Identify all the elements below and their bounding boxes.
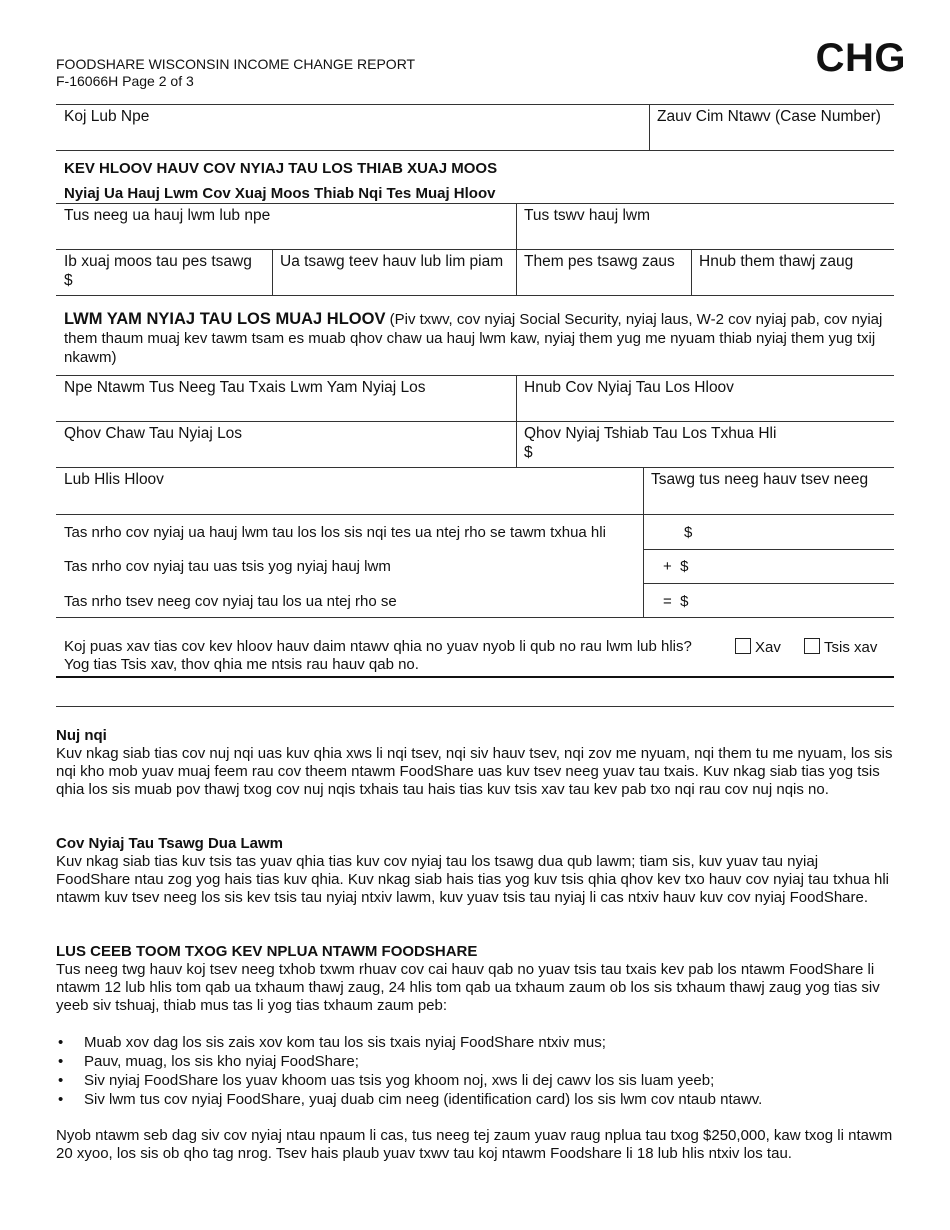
unearned-title-note: (Piv txwv, cov nyiaj Social Security, nyiaj laus, W-2 cov nyiaj pab, cov nyiaj them thaum muaj kev tawm tsam es muab qhov chaw ua hauj lwm kaw, nyiaj them yug me nyuam thiab nyiaj them yug txij nkawm) (64, 311, 883, 366)
question-line-2: Yog tias Tsis xav, thov qhia me ntsis rau hauv qab no. (64, 656, 419, 673)
dollar-sign: $ (524, 444, 533, 461)
expenses-text: Kuv nkag siab tias cov nuj nqi uas kuv qhia xws li nqi tsev, nqi siv hauv tsev, nqi zov me nyuam, nqi them tu me nyuam, los sis nqi kho mob yuav muaj feem rau cov theem ntawm FoodShare uas kuv tsev neeg yuav tau txais. Kuv nkag siab tias yog tsis qhia los sis muab pov thawj txog cov nuj nqis txhais tau hais tias kuv tsis xav tau kev pab txo nqi rau cov nuj nqis no. (56, 745, 893, 798)
hourly-rate-field[interactable] (56, 249, 272, 295)
divider (643, 583, 894, 584)
divider (643, 549, 894, 550)
no-checkbox[interactable] (804, 638, 820, 654)
divider (56, 514, 894, 515)
list-item: • Pauv, muag, los sis kho nyiaj FoodShare; (56, 1052, 894, 1071)
new-amount-label: Qhov Nyiaj Tshiab Tau Los Txhua Hli (524, 425, 777, 442)
worker-name-field[interactable] (56, 203, 516, 249)
no-label: Tsis xav (824, 639, 878, 656)
penalty-title: LUS CEEB TOOM TXOG KEV NPLUA NTAWM FOODSHARE (56, 943, 478, 960)
pay-frequency-field[interactable] (516, 249, 691, 295)
penalty-text: Tus neeg twg hauv koj tsev neeg txhob txwm rhuav cov cai hauv qab no yuav tsis tau txais kev pab los ntawm FoodShare li ntawm 12 lub hlis tom qab ua txhaum thawj zaug, 24 hlis tom qab ua txhaum zaum ob los sis txhaum thawj zaug yog tias siv yeeb siv tshuaj, thiab mus tas li yog tias txhaum zaum peb: (56, 961, 880, 1014)
change-date-label: Hnub Cov Nyiaj Tau Los Hloov (524, 379, 734, 396)
unearned-title-bold: LWM YAM NYIAJ TAU LOS MUAJ HLOOV (64, 310, 386, 328)
first-pay-date-label: Hnub them thawj zaug (699, 253, 854, 270)
divider (56, 676, 894, 678)
income-source-field[interactable] (56, 421, 516, 467)
income-decrease-title: Cov Nyiaj Tau Tsawg Dua Lawm (56, 835, 283, 852)
list-item: • Muab xov dag los sis zais xov kom tau los sis txais nyiaj FoodShare ntxiv mus; (56, 1033, 894, 1052)
total-unearned-label: Tas nrho cov nyiaj tau uas tsis yog nyiaj hauj lwm (64, 558, 391, 575)
employer-name-field[interactable] (516, 203, 894, 249)
hourly-rate-label: Ib xuaj moos tau pes tsawg (64, 253, 252, 270)
total-unearned-input[interactable]: + $ (663, 558, 689, 575)
form-id: F-16066H Page 2 of 3 (56, 73, 194, 89)
income-decrease-text: Kuv nkag siab tias kuv tsis tas yuav qhia tias kuv cov nyiaj tau los tsawg dua qub lawm; tiam sis, kuv yuav tau nyiaj FoodShare ntau zog yog hais tias kuv qhia. Kuv nkag siab hais tias yog kuv tsis qhia qhov kev txo hauv cov nyiaj tau txhua hli ntawm kuv tsev neeg los sis kev tsis tau nyiaj ntxiv lawm, kuv yuav tsis tau nyiaj li cas ntxiv hauv kuv cov nyiaj FoodShare. (56, 853, 889, 906)
hours-per-week-label: Ua tsawg teev hauv lub lim piam (280, 253, 504, 270)
new-amount-field[interactable] (516, 421, 894, 467)
employer-name-label: Tus tswv hauj lwm (524, 207, 651, 224)
change-date-field[interactable] (516, 375, 894, 421)
hours-per-week-field[interactable] (272, 249, 516, 295)
explanation-line[interactable] (56, 706, 894, 707)
earned-sub-title: Nyiaj Ua Hauj Lwm Cov Xuaj Moos Thiab Nqi Tes Muaj Hloov (64, 185, 496, 202)
penalty-list (56, 1033, 894, 1109)
dollar-sign: $ (64, 272, 73, 289)
divider (56, 617, 894, 618)
total-earned-label: Tas nrho cov nyiaj ua hauj lwm tau los los sis nqi tes ua ntej rho se tawm txhua hli (64, 524, 606, 541)
recipient-name-label: Npe Ntawm Tus Neeg Tau Txais Lwm Yam Nyiaj Los (64, 379, 426, 396)
continuation-question (64, 638, 724, 674)
case-number-label: Zauv Cim Ntawv (Case Number) (657, 108, 881, 125)
household-size-label: Tsawg tus neeg hauv tsev neeg (651, 471, 869, 488)
earned-section-title: KEV HLOOV HAUV COV NYIAJ TAU LOS THIAB XUAJ MOOS (64, 160, 498, 177)
form-code: CHG (815, 36, 906, 80)
yes-checkbox[interactable] (735, 638, 751, 654)
form-title: FOODSHARE WISCONSIN INCOME CHANGE REPORT (56, 56, 416, 72)
name-label: Koj Lub Npe (64, 108, 150, 125)
list-item: • Siv lwm tus cov nyiaj FoodShare, yuaj duab cim neeg (identification card) los sis lwm cov ntaub ntawv. (56, 1090, 894, 1109)
unearned-section-title (64, 310, 884, 367)
closing-text: Nyob ntawm seb dag siv cov nyiaj ntau npaum li cas, tus neeg tej zaum yuav raug nplua tau txog $250,000, kaw txog li ntawm 20 xyoo, los sis ob qho tag nrog. Tsev hais plaub yuav txwv tau koj ntawm Foodshare li 18 lub hlis ntxiv los tau. (56, 1127, 893, 1162)
divider (56, 295, 894, 296)
question-line-1: Koj puas xav tias cov kev hloov hauv daim ntawv qhia no yuav nyob li qub no rau lwm lub hlis? (64, 638, 692, 655)
income-source-label: Qhov Chaw Tau Nyiaj Los (64, 425, 243, 442)
list-item: • Siv nyiaj FoodShare los yuav khoom uas tsis yog khoom noj, xws li dej cawv los sis luam yeeb; (56, 1071, 894, 1090)
pay-frequency-label: Them pes tsawg zaus (524, 253, 675, 270)
name-field[interactable] (56, 104, 649, 150)
divider (56, 150, 894, 151)
yes-label: Xav (755, 639, 781, 656)
month-changed-field[interactable] (56, 467, 643, 514)
recipient-name-field[interactable] (56, 375, 516, 421)
yes-option[interactable] (735, 638, 781, 657)
form-header (56, 56, 415, 90)
household-size-field[interactable] (643, 467, 894, 514)
month-changed-label: Lub Hlis Hloov (64, 471, 164, 488)
total-household-input[interactable]: = $ (663, 593, 689, 610)
expenses-title: Nuj nqi (56, 727, 107, 744)
worker-name-label: Tus neeg ua hauj lwm lub npe (64, 207, 271, 224)
total-household-label: Tas nrho tsev neeg cov nyiaj tau los ua ntej rho se (64, 593, 397, 610)
first-pay-date-field[interactable] (691, 249, 894, 295)
total-earned-input[interactable]: $ (684, 524, 693, 541)
no-option[interactable] (804, 638, 877, 657)
case-number-field[interactable] (649, 104, 894, 150)
